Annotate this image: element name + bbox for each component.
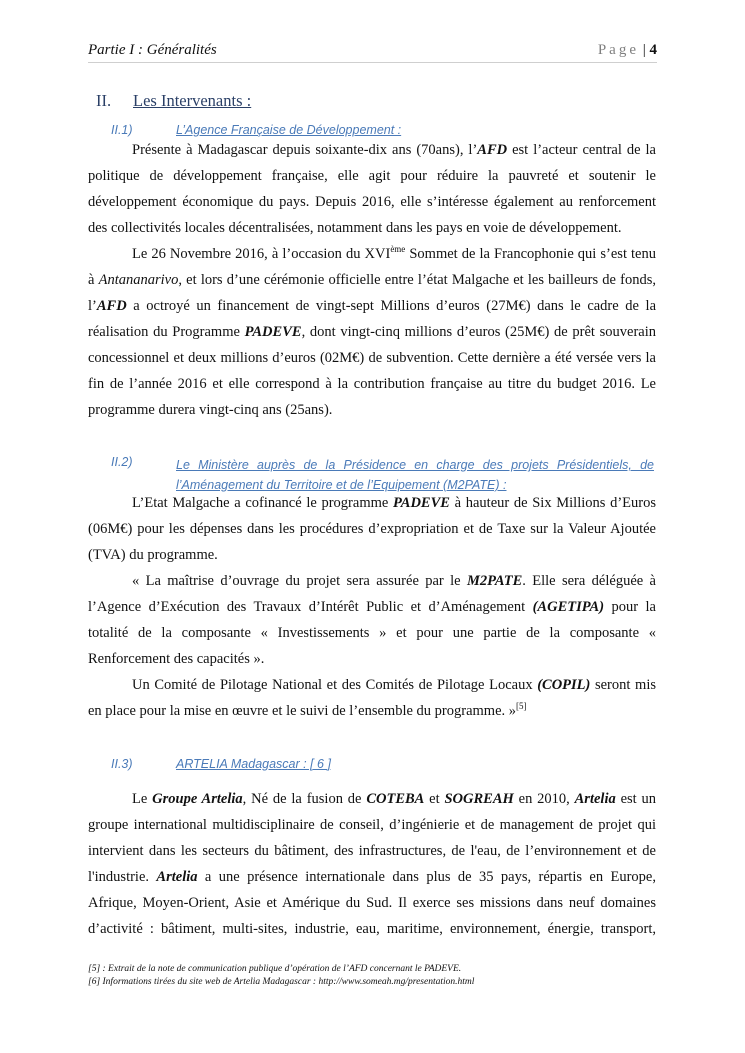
subsection-number: II.2) xyxy=(111,455,133,469)
page-label: Page xyxy=(597,42,639,58)
subsection-title: L’Agence Française de Développement : xyxy=(176,123,402,137)
subsection-title: ARTELIA Madagascar : [ 6 ] xyxy=(176,757,331,771)
section-heading xyxy=(96,91,251,111)
footnote: [5] : Extrait de la note de communication publique d’opération de l’AFD concernant le PADEVE. xyxy=(88,964,462,974)
subsection-body-3 xyxy=(88,786,656,942)
page-number-block: Page | 4 xyxy=(597,42,657,58)
footnote: [6] Informations tirées du site web de Artelia Madagascar : http://www.someah.mg/presentation.html xyxy=(88,977,475,987)
paragraph: Un Comité de Pilotage National et des Comités de Pilotage Locaux (COPIL) seront mis en place pour la mise en œuvre et le suivi de l’ensemble du programme. »[5] xyxy=(88,677,656,719)
footnotes xyxy=(88,963,656,989)
paragraph: Le Groupe Artelia, Né de la fusion de COTEBA et SOGREAH en 2010, Artelia est un groupe international multidisciplinaire de conseil, d’ingénierie et de management de projet qui intervient dans les secteurs du bâtiment, des infrastructures, de l'eau, de l’environnement et de l'industrie. Artelia a une présence internationale dans plus de 35 pays, répartis en Europe, Afrique, Moyen-Orient, Asie et Amérique du Sud. Il exerce ses missions dans neuf domaines d’activité : bâtiment, multi-sites, industrie, eau, maritime, environnement, énergie, transport, xyxy=(88,791,657,937)
subsection-title: Le Ministère auprès de la Présidence en charge des projets Présidentiels, de l’Aménagement du Territoire et de l’Equipement (M2PATE) : xyxy=(176,458,654,492)
page-number: 4 xyxy=(649,42,657,58)
header-part-title: Partie I : Généralités xyxy=(88,42,217,58)
paragraph: L’Etat Malgache a cofinancé le programme PADEVE à hauteur de Six Millions d’Euros (06M€) pour les dépenses dans les procédures d’expropriation et de Taxe sur la Valeur Ajoutée (TVA) du programme. xyxy=(88,495,656,563)
paragraph: Le 26 Novembre 2016, à l’occasion du XVIème Sommet de la Francophonie qui s’est tenu à Antananarivo, et lors d’une cérémonie officielle entre l’état Malgache et les bailleurs de fonds, l’AFD a octroyé un financement de vingt-sept Millions d’euros (27M€) dans le cadre de la réalisation du Programme PADEVE, dont vingt-cinq millions d’euros (25M€) de prêt souverain concessionnel et deux millions d’euros (02M€) de subvention. Cette dernière a été versée vers la fin de l’année 2016 et elle correspond à la contribution française au titre du budget 2016. Le programme durera vingt-cinq ans (25ans). xyxy=(88,244,657,418)
section-title: Les Intervenants : xyxy=(133,91,252,110)
section-number: II. xyxy=(96,91,112,110)
subsection-number: II.3) xyxy=(111,757,133,771)
subsection-body-2 xyxy=(88,490,656,724)
page-header xyxy=(88,42,657,63)
subsection-body-1 xyxy=(88,137,656,423)
paragraph: « La maîtrise d’ouvrage du projet sera assurée par le M2PATE. Elle sera déléguée à l’Agence d’Exécution des Travaux d’Intérêt Public et d’Aménagement (AGETIPA) pour la totalité de la composante « Investissements » et pour une partie de la composante « Renforcement des capacités ». xyxy=(88,573,656,667)
subsection-number: II.1) xyxy=(111,123,133,137)
paragraph: Présente à Madagascar depuis soixante-dix ans (70ans), l’AFD est l’acteur central de la politique de développement française, elle agit pour réduire la pauvreté et soutenir le développement économique du pays. Depuis 2016, elle s’intéresse également au renforcement des collectivités locales décentralisées, notamment dans les pays en voie de développement. xyxy=(88,142,656,236)
